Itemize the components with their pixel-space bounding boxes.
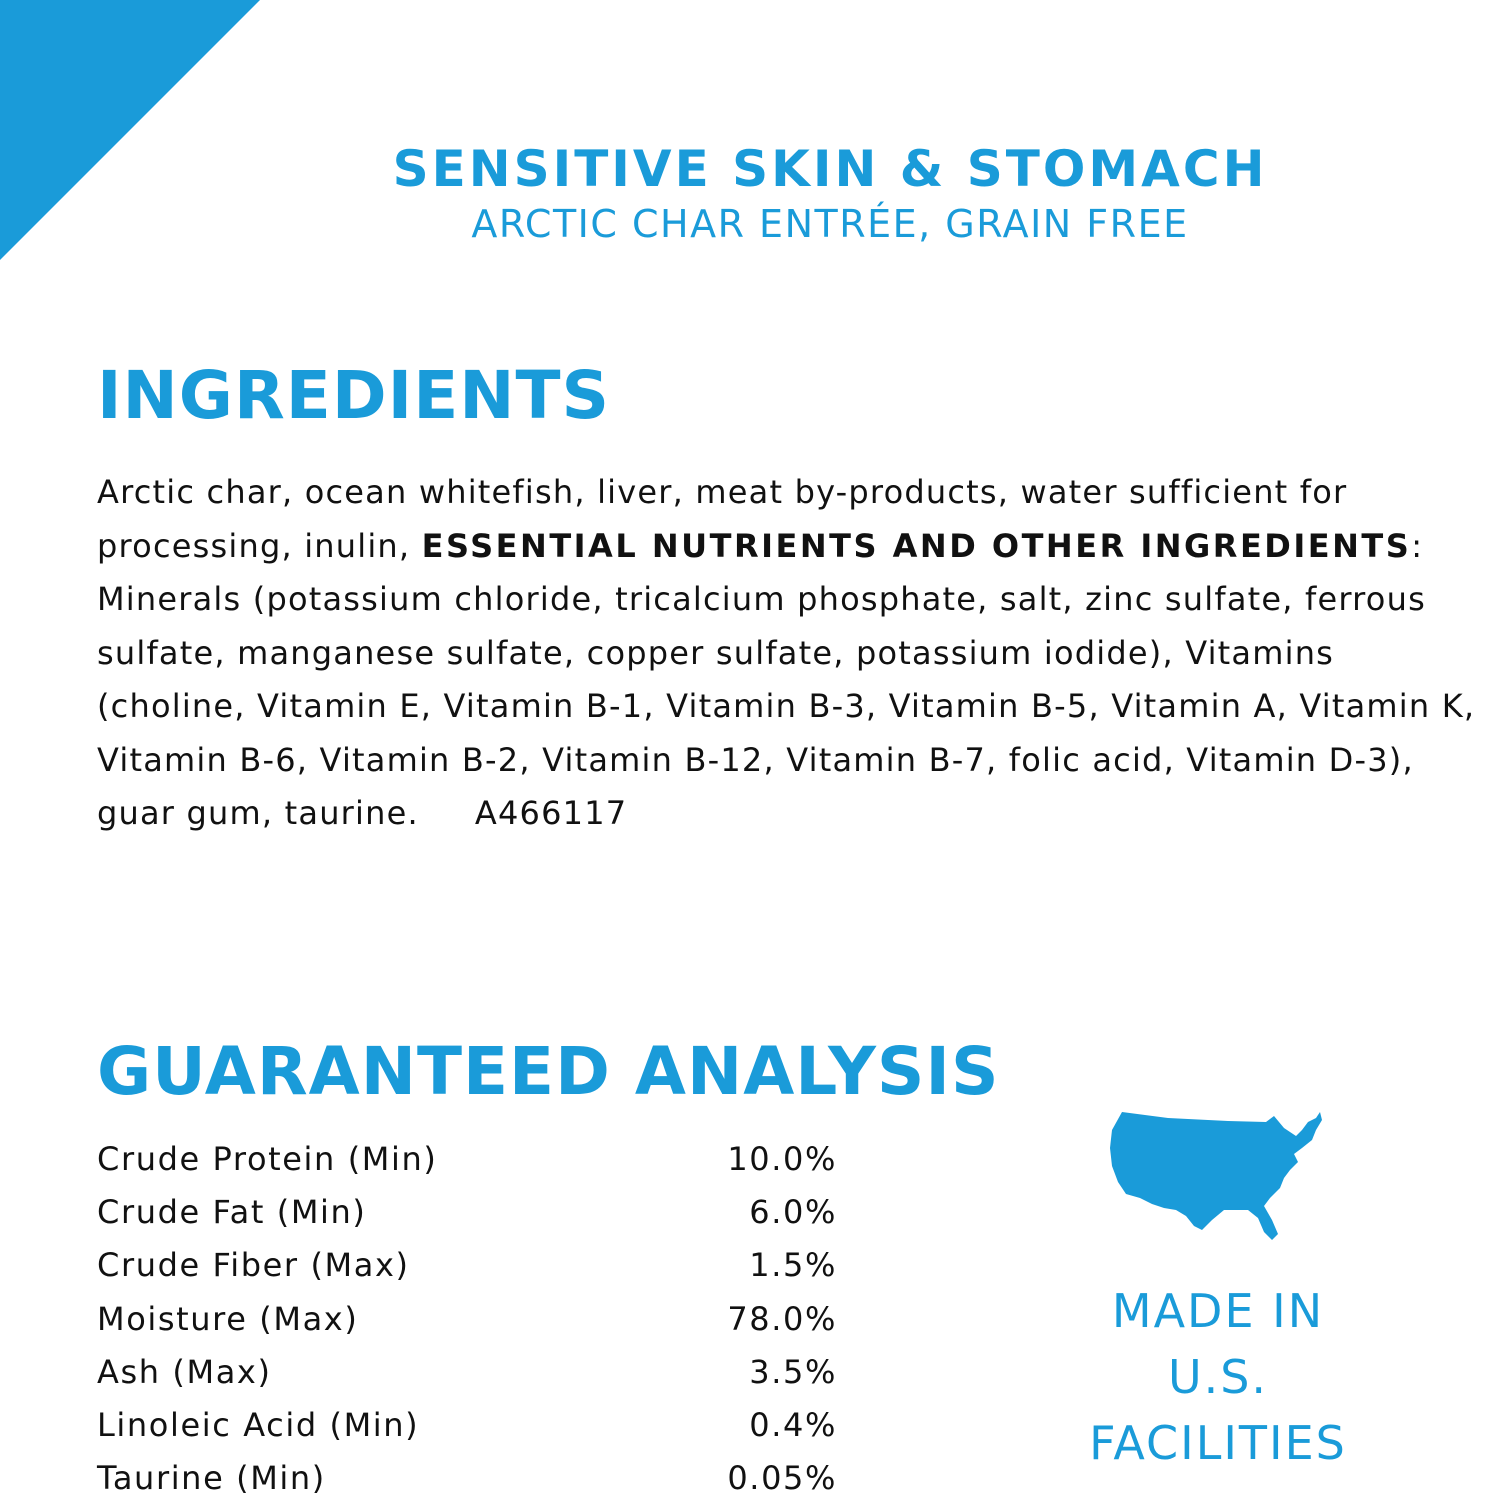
analysis-label: Crude Fiber (Max) xyxy=(97,1246,410,1285)
product-code: A466117 xyxy=(474,794,628,832)
analysis-label: Crude Protein (Min) xyxy=(97,1139,438,1178)
guaranteed-analysis-heading: GUARANTEED ANALYSIS xyxy=(97,1033,1000,1110)
analysis-row xyxy=(97,1185,837,1238)
corner-accent xyxy=(0,0,262,262)
analysis-value: 78.0% xyxy=(727,1299,837,1338)
analysis-value: 1.5% xyxy=(749,1246,837,1285)
corner-triangle xyxy=(0,0,260,260)
analysis-value: 6.0% xyxy=(749,1192,837,1231)
ingredients-text-start: Arctic char, ocean whitefish, liver, meat by-products, water sufficient for processing, inulin, xyxy=(97,473,1348,565)
analysis-value: 0.4% xyxy=(749,1406,837,1445)
badge-line: FACILITIES xyxy=(1089,1416,1347,1470)
made-in-usa-badge xyxy=(1040,1278,1396,1476)
badge-line: U.S. xyxy=(1167,1350,1269,1404)
analysis-row xyxy=(97,1292,837,1345)
analysis-label: Crude Fat (Min) xyxy=(97,1192,367,1231)
analysis-label: Taurine (Min) xyxy=(97,1459,326,1498)
analysis-value: 10.0% xyxy=(727,1139,837,1178)
analysis-label: Linoleic Acid (Min) xyxy=(97,1406,420,1445)
ingredients-list xyxy=(97,466,1489,841)
analysis-label: Ash (Max) xyxy=(97,1352,272,1391)
product-header xyxy=(290,138,1370,248)
analysis-label: Moisture (Max) xyxy=(97,1299,359,1338)
ingredients-heading: INGREDIENTS xyxy=(97,357,611,434)
usa-map-icon xyxy=(1108,1108,1328,1248)
product-title: SENSITIVE SKIN & STOMACH xyxy=(392,140,1268,198)
badge-line: MADE IN xyxy=(1111,1284,1325,1338)
analysis-value: 3.5% xyxy=(749,1352,837,1391)
ingredients-emphasis: ESSENTIAL NUTRIENTS AND OTHER INGREDIENTS xyxy=(421,526,1412,565)
analysis-row xyxy=(97,1398,837,1451)
analysis-row xyxy=(97,1239,837,1292)
ingredients-text-rest: : Minerals (potassium chloride, tricalcium phosphate, salt, zinc sulfate, ferrous sulfate, manganese sulfate, copper sulfate, potassium iodide), Vitamins (choline, Vitamin E, Vitamin B-1, Vitamin B-3, Vitamin B-5, Vitamin A, Vitamin K, Vitamin B-6, Vitamin B-2, Vitamin B-12, Vitamin B-7, folic acid, Vitamin D-3), guar gum, taurine. xyxy=(97,526,1476,832)
product-subtitle: ARCTIC CHAR ENTRÉE, GRAIN FREE xyxy=(471,202,1189,246)
analysis-row xyxy=(97,1452,837,1505)
analysis-row xyxy=(97,1132,837,1185)
guaranteed-analysis-table xyxy=(97,1132,837,1505)
analysis-row xyxy=(97,1345,837,1398)
analysis-value: 0.05% xyxy=(727,1459,837,1498)
